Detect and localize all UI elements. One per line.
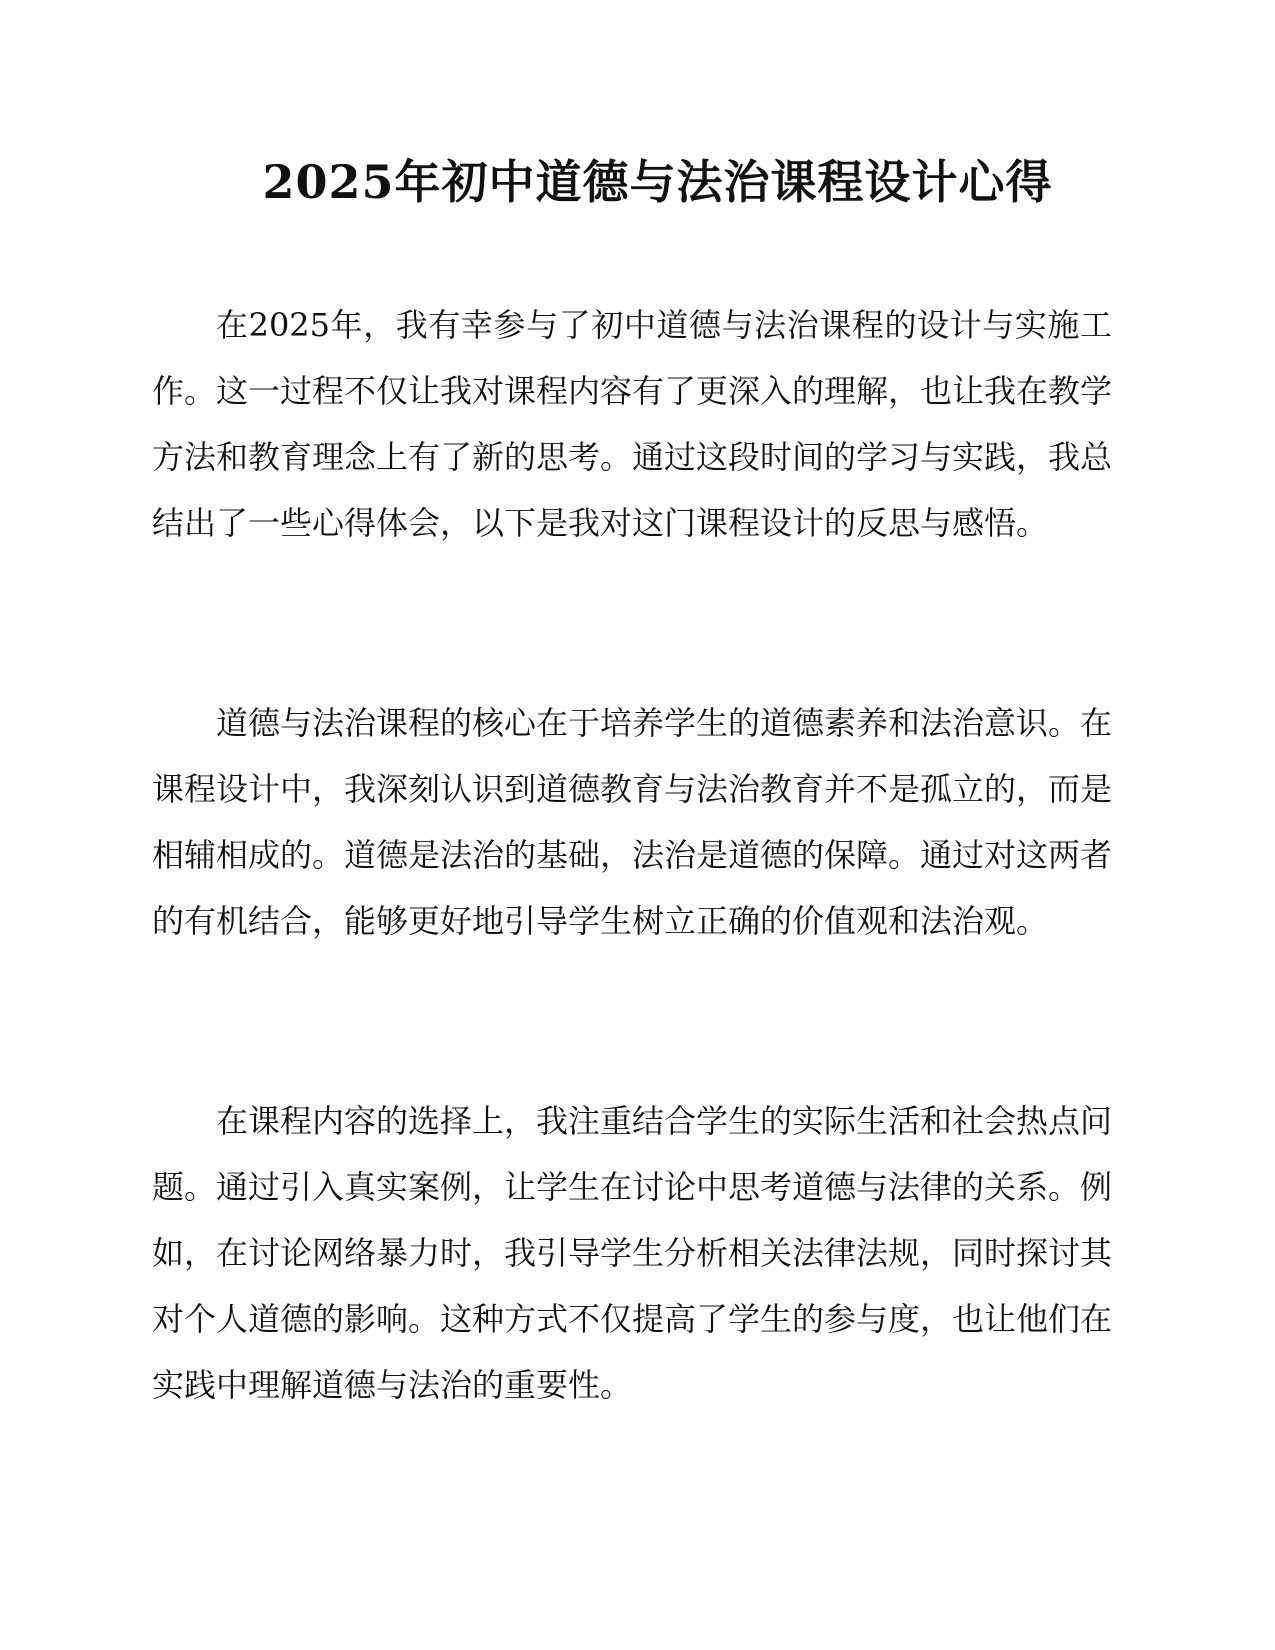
document-title: 2025年初中道德与法治课程设计心得 [262, 155, 1053, 209]
paragraph-2: 道德与法治课程的核心在于培养学生的道德素养和法治意识。在课程设计中，我深刻认识到道德教育与法治教育并不是孤立的，而是相辅相成的。道德是法治的基础，法治是道德的保障。通过对这两者的有机结合，能够更好地引导学生树立正确的价值观和法治观。 [152, 704, 1113, 940]
paragraph-3: 在课程内容的选择上，我注重结合学生的实际生活和社会热点问题。通过引入真实案例，让学生在讨论中思考道德与法律的关系。例如，在讨论网络暴力时，我引导学生分析相关法律法规，同时探讨其对个人道德的影响。这种方式不仅提高了学生的参与度，也让他们在实践中理解道德与法治的重要性。 [152, 1102, 1113, 1404]
paragraph-1: 在2025年，我有幸参与了初中道德与法治课程的设计与实施工作。这一过程不仅让我对课程内容有了更深入的理解，也让我在教学方法和教育理念上有了新的思考。通过这段时间的学习与实践，我总结出了一些心得体会，以下是我对这门课程设计的反思与感悟。 [152, 306, 1113, 542]
